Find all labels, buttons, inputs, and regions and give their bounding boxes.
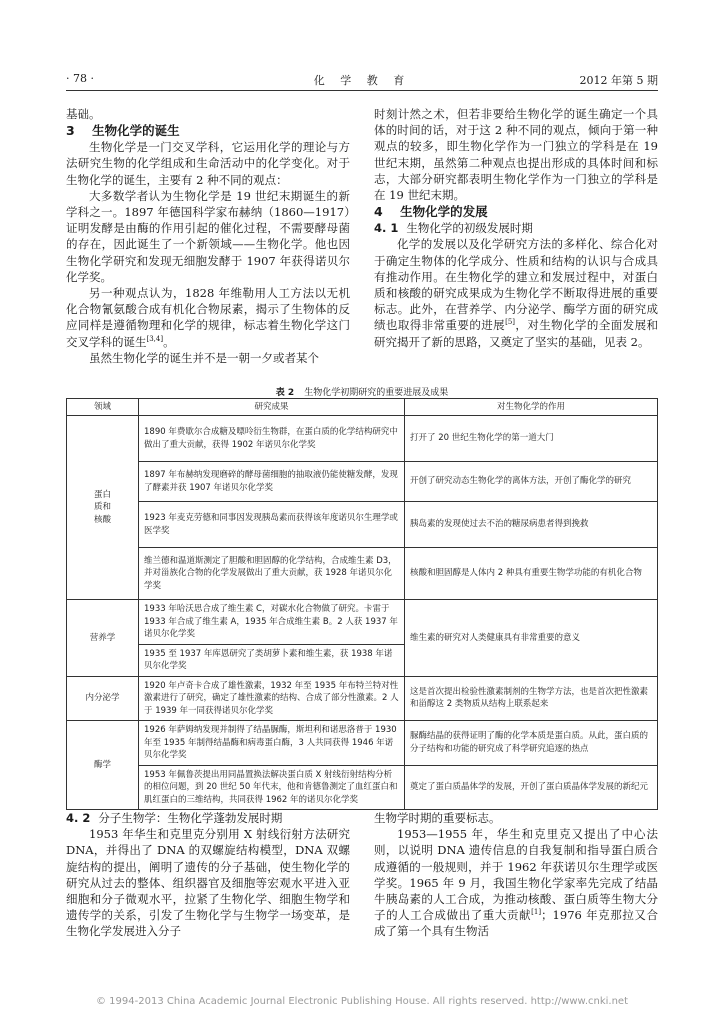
section-3-heading: 3 生物化学的诞生: [66, 123, 180, 139]
paragraph: 化学的发展以及化学研究方法的多样化、综合化对于确定生物体的化学成分、性质和结构的认识与合成具有推动作用。在生物化学的建立和发展过程中，对蛋白质和核酸的研究成果成为生物化学不断取得进展的重要标志。此外，在营养学、内分泌学、酶学方面的研究成绩也取得非常重要的进展[5]，对生物化学的全面发展和研究揭开了新的思路，又奠定了坚实的基础，见表 2。: [374, 237, 659, 349]
bottom-left-column: [66, 810, 350, 940]
table-header-row: [67, 399, 658, 416]
paragraph: 生物化学是一门交叉学科，它运用化学的理论与方法研究生物的化学组成和生命活动中的化学变化。对于生物化学的诞生，主要有 2 种不同的观点：: [66, 140, 350, 187]
paragraph: 1953—1955 年，华生和克里克又提出了中心法则，以说明 DNA 遗传信息的自我复制和指导蛋白质合成遵循的一般规则，并于 1962 年获诺贝尔生理学或医学奖。1965 年 9 月，我国生物化学家率先完成了结晶牛胰岛素的人工合成，为推动核酸、蛋白质等生物大分子的人工合成做出了重大贡献[1]；1976 年克那拉又合成了第一个具有生物活: [374, 827, 659, 939]
column-header: 领域: [67, 399, 139, 416]
table-row: [67, 721, 658, 766]
role-cell: 维生素的研究对人类健康具有非常重要的意义: [405, 600, 658, 677]
field-cell: 酶学: [67, 721, 139, 810]
citation[interactable]: [5]: [505, 318, 516, 327]
achievement-cell: 1920 年卢奇卡合成了雄性激素，1932 年至 1935 年布特兰特对性激素进行了研究，确定了雄性激素的结构、合成了部分性激素。2 人于 1939 年一同获得诺贝尔化学奖: [139, 676, 405, 721]
header-rule: [66, 90, 658, 91]
bottom-right-column: [374, 810, 658, 940]
achievement-cell: 维兰德和温道斯测定了胆酸和胆固醇的化学结构，合成维生素 D3，并对甾族化合物的化学发展做出了重大贡献，获 1928 年诺贝尔化学奖: [139, 548, 405, 600]
field-cell: 蛋白 质和 核酸: [67, 416, 139, 600]
paragraph: 基础。: [66, 107, 101, 121]
table-row: [67, 765, 658, 810]
journal-name: 化 学 教 育: [313, 74, 411, 87]
table-row: [67, 462, 658, 502]
paragraph: 大多数学者认为生物化学是 19 世纪末期诞生的新学科之一。1897 年德国科学家布赫纳（1860—1917）证明发酵是由酶的作用引起的催化过程，不需要酵母菌的存在，因此诞生了一个新领域——生物化学。他也因生物化学研究和发现无细胞发酵于 1907 年获得诺贝尔化学奖。: [66, 188, 350, 284]
column-header: 研究成果: [139, 399, 405, 416]
table-row: [67, 676, 658, 721]
table-row: [67, 502, 658, 548]
paragraph: 虽然生物化学的诞生并不是一朝一夕或者某个: [89, 350, 319, 365]
paragraph: 另一种观点认为，1828 年维勒用人工方法以无机化合物氰氨酸合成有机化合物尿素，揭示了生物体的反应同样是遵循物理和化学的规律，标志着生物化学这门交叉学科的诞生[3,4]。: [66, 286, 350, 349]
subsection-4-1-heading: 4. 1 生物化学的初级发展时期: [374, 221, 533, 236]
role-cell: 奠定了蛋白质晶体学的发展，开创了蛋白质晶体学发展的新纪元: [405, 765, 658, 810]
running-header: [66, 72, 658, 86]
table-row: [67, 548, 658, 600]
subsection-4-2-heading: 4. 2 分子生物学：生物化学蓬勃发展时期: [66, 811, 283, 825]
achievement-cell: 1935 至 1937 年库恩研究了类胡萝卜素和维生素，获 1938 年诺贝尔化学奖: [139, 644, 405, 676]
paragraph: 生物学时期的重要标志。: [374, 811, 501, 825]
role-cell: 打开了 20 世纪生物化学的第一道大门: [405, 416, 658, 462]
achievement-cell: 1933 年哈沃思合成了维生素 C，对碳水化合物做了研究。卡雷于 1933 年合成了维生素 A，1935 年合成维生素 B。2 人获 1937 年诺贝尔化学奖: [139, 600, 405, 645]
field-cell: 营养学: [67, 600, 139, 677]
page-number: · 78 ·: [66, 72, 94, 85]
achievement-cell: 1923 年麦克劳德和同事因发现胰岛素而获得该年度诺贝尔生理学或医学奖: [139, 502, 405, 548]
table-row: [67, 416, 658, 462]
achievement-cell: 1897 年布赫纳发现磨碎的酵母菌细胞的抽取液仍能使糖发酵，发现了酵素并获 1907 年诺贝尔化学奖: [139, 462, 405, 502]
field-cell: 内分泌学: [67, 676, 139, 721]
role-cell: 胰岛素的发现使过去不治的糖尿病患者得到挽救: [405, 502, 658, 548]
achievement-cell: 1953 年佩鲁茨提出用同晶置换法解决蛋白质 X 射线衍射结构分析的相位问题，到 20 世纪 50 年代末，他和肯德鲁测定了血红蛋白和肌红蛋白的三维结构，共同获得 1962 年的诺贝尔化学奖: [139, 765, 405, 810]
achievement-cell: 1890 年费歇尔合成糖及嘌呤衍生物群，在蛋白质的化学结构研究中做出了重大贡献，获得 1902 年诺贝尔化学奖: [139, 416, 405, 462]
table-caption: 表 2 生物化学初期研究的重要进展及成果: [275, 388, 449, 398]
role-cell: 脲酶结晶的获得证明了酶的化学本质是蛋白质。从此，蛋白质的分子结构和功能的研究成了科学研究追逐的热点: [405, 721, 658, 766]
right-column: [374, 106, 658, 350]
role-cell: 核酸和胆固醇是人体内 2 种具有重要生物学功能的有机化合物: [405, 548, 658, 600]
left-column: [66, 106, 350, 366]
paragraph: 时刻计然之术，但若非要给生物化学的诞生确定一个具体的时间的话，对于这 2 种不同的观点，倾向于第一种观点的较多，即生物化学作为一门独立的学科是在 19 世纪末期，虽然第二种观点也提出形成的具体时间和标志，大部分研究都表明生物化学作为一门独立的学科是在 19 世纪末期。: [374, 107, 658, 203]
citation[interactable]: [3,4]: [146, 334, 164, 343]
research-table: [66, 398, 658, 810]
table-row: [67, 600, 658, 645]
paragraph: 1953 年华生和克里克分别用 X 射线衍射方法研究 DNA，并得出了 DNA 的双螺旋结构模型，DNA 双螺旋结构的提出，阐明了遗传的分子基础，使生物化学的研究从过去的整体、组织器官及细胞等宏观水平进入亚细胞和分子微观水平，拉紧了生物化学、细胞生物学和遗传学的关系，引发了生物化学与生物学一场变革，是生物化学发展进入分子: [66, 827, 350, 939]
section-4-heading: 4 生物化学的发展: [374, 204, 488, 220]
role-cell: 这是首次提出检验性激素制剂的生物学方法，也是首次把性激素和甾醇这 2 类物质从结构上联系起来: [405, 676, 658, 721]
role-cell: 开创了研究动态生物化学的离体方法，开创了酶化学的研究: [405, 462, 658, 502]
achievement-cell: 1926 年萨姆纳发现并制得了结晶脲酶，斯坦利和诺思洛普于 1930 年至 1935 年制得结晶酶和病毒蛋白酶，3 人共同获得 1946 年诺贝尔化学奖: [139, 721, 405, 766]
issue-label: 2012 年第 5 期: [579, 74, 658, 87]
column-header: 对生物化学的作用: [405, 399, 658, 416]
citation[interactable]: [1]: [531, 908, 542, 917]
copyright-footer: © 1994-2013 China Academic Journal Electronic Publishing House. All rights reserved. http://www.cnki.net: [96, 996, 628, 1007]
